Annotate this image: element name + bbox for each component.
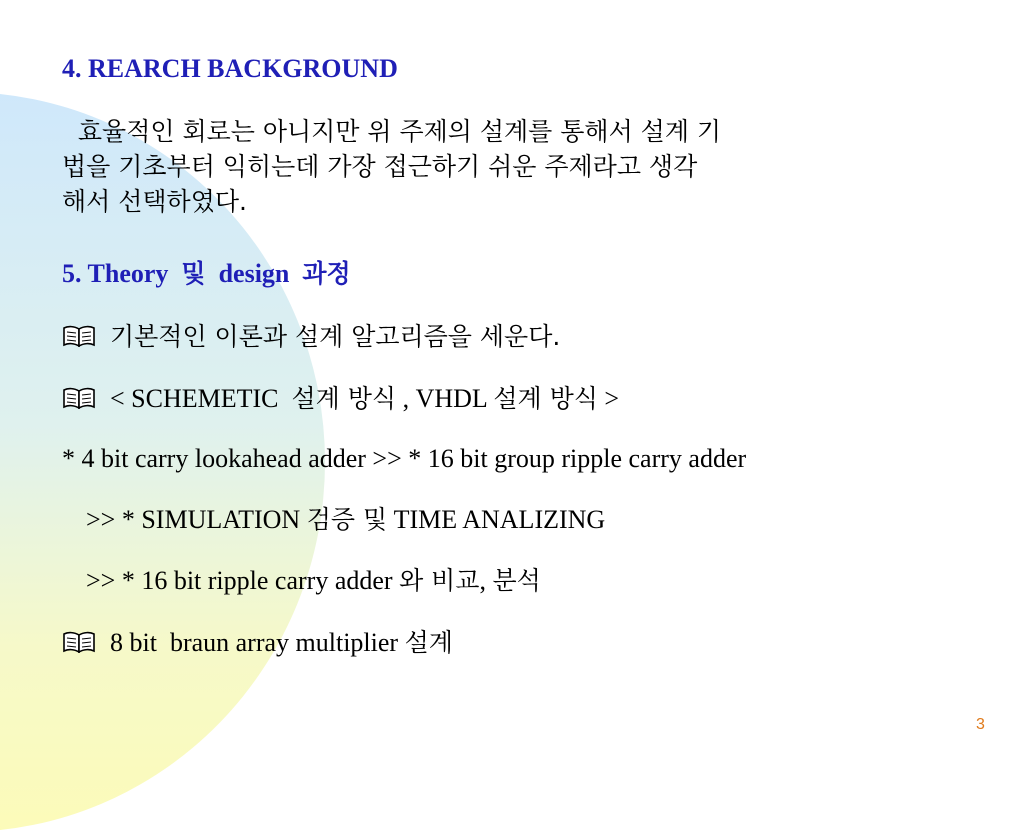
section5-heading-theory: 5. Theory [62,259,169,288]
design-method-label: 설계 방식 [291,384,397,413]
list-item-basic-theory [62,322,560,352]
verification-label: 검증 및 [306,505,388,534]
list-item-adders: * 4 bit carry lookahead adder >> * 16 bit group ripple carry adder [62,444,747,473]
closing-bracket: > [597,384,620,413]
vhdl-label: , VHDL [396,384,494,413]
section5-heading [62,259,351,289]
section5-heading-process: 과정 [302,259,351,288]
section4-body-line2: 법을 기초부터 익히는데 가장 접근하기 쉬운 주제라고 생각 [62,152,698,181]
list-item-multiplier [62,628,453,658]
design-label: 설계 [404,628,453,657]
open-book-icon [62,631,96,653]
analysis-label: 분석 [492,566,541,595]
compare-label: 와 비교 [399,566,480,595]
open-book-icon [62,325,96,347]
section4-body-line3: 해서 선택하였다. [62,187,247,216]
section5-heading-design: design [218,259,290,288]
section4-body-line1: 효율적인 회로는 아니지만 위 주제의 설계를 통해서 설계 기 [62,117,722,146]
list-item-simulation [86,505,605,535]
ripple-adder-label: >> * 16 bit ripple carry adder [86,566,400,595]
list-item-text: 기본적인 이론과 설계 알고리즘을 세운다. [110,322,561,351]
list-item-design-methods [62,384,619,414]
page-number: 3 [976,716,985,733]
section4-heading: 4. REARCH BACKGROUND [62,54,398,83]
simulation-label: >> * SIMULATION [86,505,307,534]
section4-body [62,114,982,219]
time-analyzing-label: TIME ANALIZING [387,505,606,534]
schemetic-label: < SCHEMETIC [110,384,292,413]
comma: , [479,566,493,595]
design-method-label: 설계 방식 [493,384,598,413]
section5-heading-and: 및 [181,259,206,288]
list-item-comparison [86,566,541,596]
open-book-icon [62,387,96,409]
multiplier-label: 8 bit braun array multiplier [110,628,405,657]
